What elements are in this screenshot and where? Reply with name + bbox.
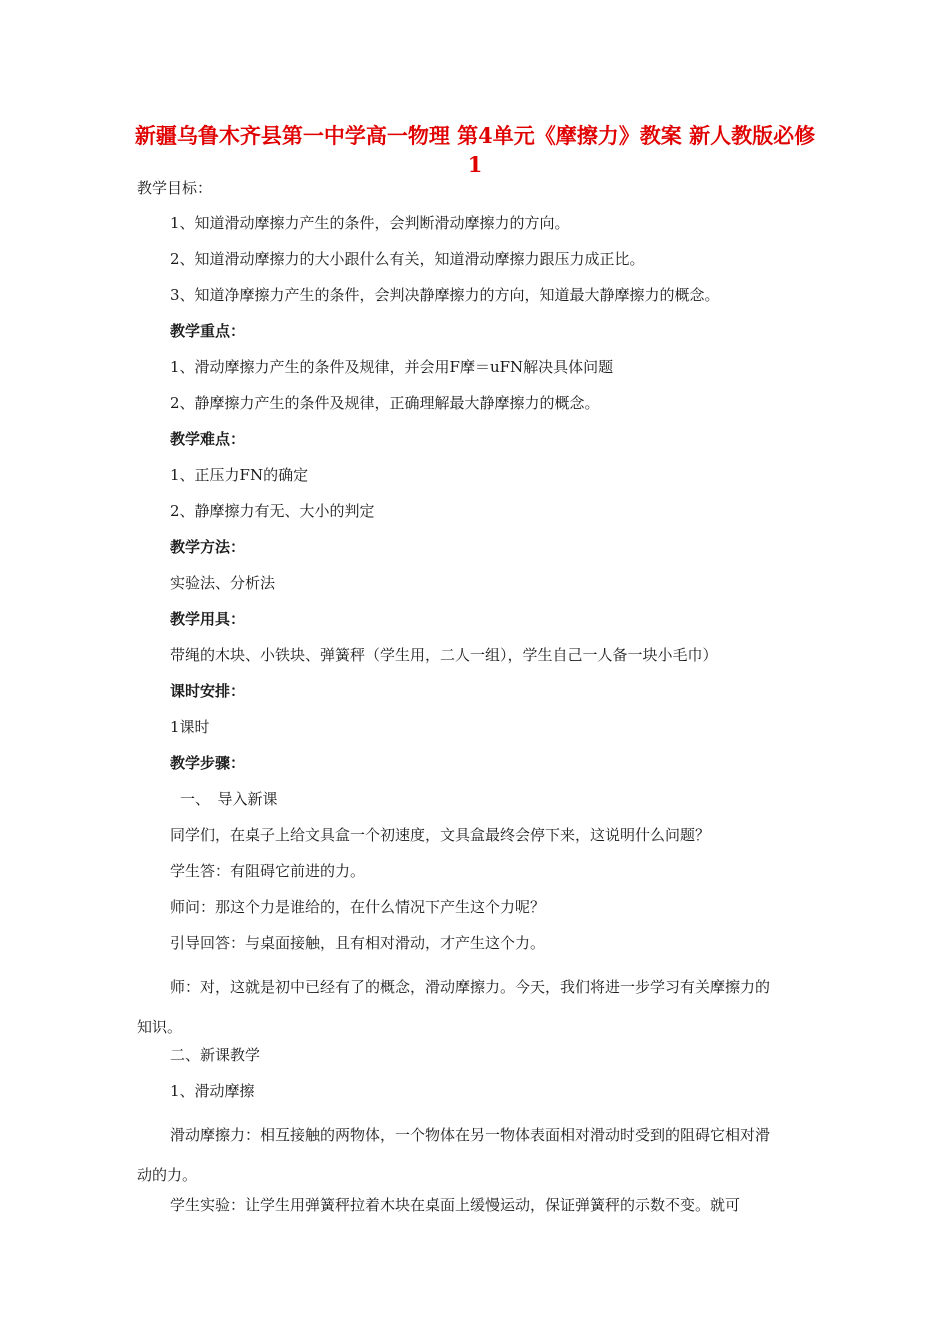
new-lesson-heading: 二、新课教学 (170, 1046, 261, 1064)
difficulty-item: 1、正压力FN的确定 (170, 466, 309, 484)
objective-item: 3、知道净摩擦力产生的条件，会判决静摩擦力的方向，知道最大静摩擦力的概念。 (170, 286, 720, 304)
objective-item: 1、知道滑动摩擦力产生的条件，会判断滑动摩擦力的方向。 (170, 214, 570, 232)
difficulty-item: 2、静摩擦力有无、大小的判定 (170, 502, 375, 520)
dialogue-line: 同学们，在桌子上给文具盒一个初速度，文具盒最终会停下来，这说明什么问题？ (170, 826, 711, 844)
schedule-text: 1课时 (170, 718, 210, 736)
intro-heading: 一、 导入新课 (180, 790, 278, 808)
tools-heading: 教学用具： (170, 610, 246, 628)
dialogue-line: 学生答：有阻碍它前进的力。 (170, 862, 366, 880)
objectives-heading: 教学目标： (137, 179, 213, 197)
schedule-heading: 课时安排： (170, 682, 246, 700)
tools-text: 带绳的木块、小铁块、弹簧秤（学生用，二人一组），学生自己一人备一块小毛巾） (170, 646, 718, 664)
document-title: 新疆乌鲁木齐县第一中学高一物理 第4单元《摩擦力》教案 新人教版必修1 (134, 123, 816, 177)
methods-heading: 教学方法： (170, 538, 246, 556)
definition-paragraph: 滑动摩擦力：相互接触的两物体，一个物体在另一物体表面相对滑动时受到的阻碍它相对滑动的力。 (137, 1126, 771, 1184)
dialogue-line: 引导回答：与桌面接触，且有相对滑动，才产生这个力。 (170, 934, 546, 952)
key-point-item: 2、静摩擦力产生的条件及规律，正确理解最大静摩擦力的概念。 (170, 394, 600, 412)
steps-heading: 教学步骤： (170, 754, 246, 772)
dialogue-paragraph: 师：对，这就是初中已经有了的概念，滑动摩擦力。今天，我们将进一步学习有关摩擦力的知识。 (137, 978, 771, 1036)
key-point-item: 1、滑动摩擦力产生的条件及规律，并会用F摩＝uFN解决具体问题 (170, 358, 614, 376)
difficulties-heading: 教学难点： (170, 430, 246, 448)
objective-item: 2、知道滑动摩擦力的大小跟什么有关，知道滑动摩擦力跟压力成正比。 (170, 250, 645, 268)
subsection-heading: 1、滑动摩擦 (170, 1082, 255, 1100)
experiment-paragraph: 学生实验：让学生用弹簧秤拉着木块在桌面上缓慢运动，保证弹簧秤的示数不变。就可 (170, 1196, 741, 1214)
key-points-heading: 教学重点： (170, 322, 246, 340)
methods-text: 实验法、分析法 (170, 574, 276, 592)
dialogue-line: 师问：那这个力是谁给的，在什么情况下产生这个力呢？ (170, 898, 546, 916)
